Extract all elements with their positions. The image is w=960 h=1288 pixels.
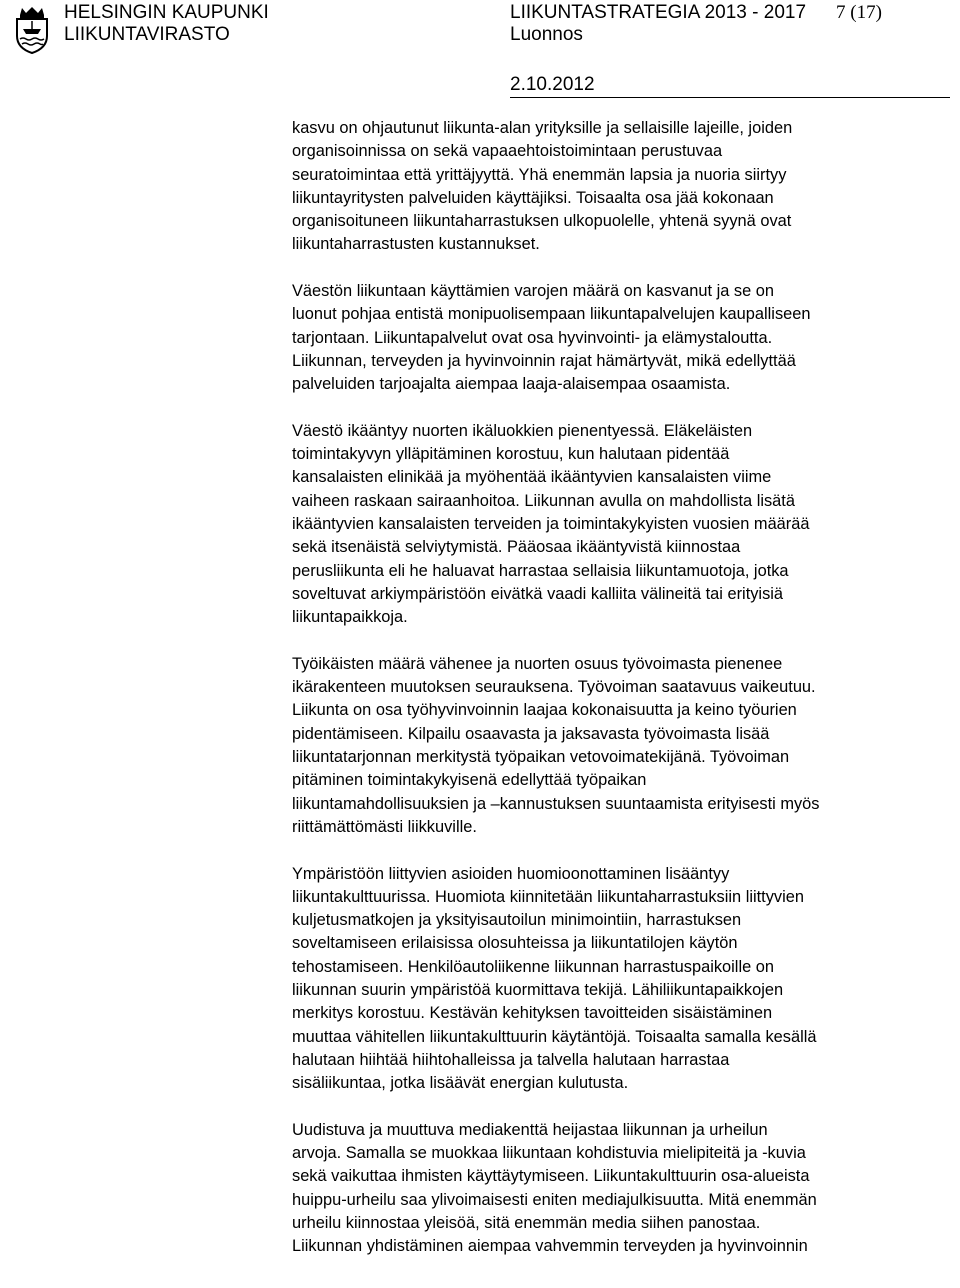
document-status: Luonnos [510, 24, 583, 45]
paragraph [292, 420, 960, 630]
text-line: sekä vaikuttaa ihmisten käyttäytymiseen. Liikuntakulttuurin osa-alueista [292, 1167, 810, 1186]
text-line: arvoja. Samalla se muokkaa liikuntaan kohdistuvia mielipiteitä ja -kuvia [292, 1144, 806, 1163]
text-line: liikuntapaikkoja. [292, 608, 408, 627]
text-line: palveluiden tarjoajalta aiempaa laaja-alaisempaa osaamista. [292, 375, 731, 394]
document-body [292, 117, 960, 1282]
text-line: halutaan hiihtää hiihtohalleissa ja talvella halutaan harrastaa [292, 1050, 730, 1069]
page-number: 7 (17) [836, 2, 882, 23]
text-line: Liikunnan yhdistäminen aiempaa vahvemmin terveyden ja hyvinvoinnin [292, 1237, 808, 1256]
text-line: kansalaisten elinikää ja myöhentää ikääntyvien kansalaisten viime [292, 468, 772, 487]
organization-name: HELSINGIN KAUPUNKI [64, 2, 269, 23]
paragraph [292, 280, 960, 396]
department-name: LIIKUNTAVIRASTO [64, 24, 230, 45]
paragraph [292, 117, 960, 257]
text-line: Väestön liikuntaan käyttämien varojen määrä on kasvanut ja se on [292, 282, 774, 301]
page-header [0, 0, 960, 100]
text-line: huippu-urheilu saa ylivoimaisesti eniten mediajulkisuutta. Mitä enemmän [292, 1190, 817, 1209]
header-divider [510, 97, 950, 98]
text-line: liikuntakulttuurissa. Huomiota kiinnitetään liikuntaharrastuksiin liittyvien [292, 887, 804, 906]
text-line: liikuntatarjonnan merkitystä työpaikan vetovoimatekijänä. Työvoiman [292, 748, 790, 767]
text-line: pidentämiseen. Kilpailu osaavasta ja jaksavasta työvoimasta lisää [292, 724, 770, 743]
text-line: soveltamiseen erilaisissa olosuhteissa ja liikuntatilojen käytön [292, 934, 738, 953]
paragraph [292, 653, 960, 839]
text-line: organisoituneen liikuntaharrastuksen ulkopuolelle, yhtenä syynä ovat [292, 212, 792, 231]
text-line: Väestö ikääntyy nuorten ikäluokkien pienentyessä. Eläkeläisten [292, 421, 753, 440]
text-line: pitäminen toimintakykyisenä edellyttää työpaikan [292, 771, 647, 790]
text-line: tehostamiseen. Henkilöautoliikenne liikunnan harrastuspaikoille on [292, 957, 774, 976]
paragraph [292, 863, 960, 1096]
text-line: toimintakyvyn ylläpitäminen korostuu, kun halutaan pidentää [292, 445, 730, 464]
text-line: liikunnan suurin ympäristöä kuormittava tekijä. Lähiliikuntapaikkojen [292, 980, 784, 999]
text-line: ikääntyvien kansalaisten terveiden ja toimintakykyisten vuosien määrää [292, 515, 810, 534]
text-line: sisäliikuntaa, jotka lisäävät energian kulutusta. [292, 1074, 629, 1093]
text-line: soveltuvat arkiympäristöön eivätkä vaadi kalliita välineitä tai erityisiä [292, 584, 784, 603]
text-line: tarjontaan. Liikuntapalvelut ovat osa hyvinvointi- ja elämystaloutta. [292, 328, 773, 347]
text-line: Työikäisten määrä vähenee ja nuorten osuus työvoimasta pienenee [292, 654, 783, 673]
text-line: vaiheen raskaan sairaanhoitoa. Liikunnan avulla on mahdollista lisätä [292, 491, 795, 510]
text-line: organisoinnissa on sekä vapaaehtoistoimintaan perustuvaa [292, 142, 723, 161]
text-line: ikärakenteen muutoksen seurauksena. Työvoiman saatavuus vaikeutuu. [292, 678, 816, 697]
text-line: Ympäristöön liittyvien asioiden huomioonottaminen lisääntyy [292, 864, 730, 883]
text-line: Uudistuva ja muuttuva mediakenttä heijastaa liikunnan ja urheilun [292, 1120, 768, 1139]
text-line: perusliikunta eli he haluavat harrastaa sellaisia liikuntamuotoja, jotka [292, 561, 789, 580]
text-line: muuttaa vähitellen liikuntakulttuurin käytäntöjä. Toisaalta samalla kesällä [292, 1027, 817, 1046]
text-line: riittämättömästi liikkuville. [292, 817, 477, 836]
text-line: liikuntamahdollisuuksien ja –kannustuksen suuntaamista erityisesti myös [292, 794, 820, 813]
document-date: 2.10.2012 [510, 74, 595, 95]
helsinki-coat-of-arms-icon [12, 6, 52, 54]
text-line: Liikunnan, terveyden ja hyvinvoinnin rajat hämärtyvät, mikä edellyttää [292, 351, 796, 370]
text-line: kasvu on ohjautunut liikunta-alan yrityksille ja sellaisille lajeille, joiden [292, 119, 793, 137]
text-line: kuljetusmatkojen ja yksityisautoilun minimointiin, harrastuksen [292, 911, 742, 930]
text-line: urheilu kiinnostaa yleisöä, sitä enemmän media siihen panostaa. [292, 1213, 761, 1232]
text-line: sekä itsenäistä selviytymistä. Pääosaa ikääntyvistä kiinnostaa [292, 538, 741, 557]
text-line: seuratoimintaa että yrittäjyyttä. Yhä enemmän lapsia ja nuoria siirtyy [292, 165, 787, 184]
text-line: liikuntaharrastusten kustannukset. [292, 235, 540, 254]
text-line: merkitys korostuu. Kestävän kehityksen tavoitteiden sisäistäminen [292, 1004, 773, 1023]
text-line: luonut pohjaa entistä monipuolisempaan liikuntapalvelujen kaupalliseen [292, 305, 811, 324]
text-line: liikuntayritysten palveluiden käyttäjiksi. Toisaalta osa jää kokonaan [292, 188, 774, 207]
paragraph [292, 1119, 960, 1259]
document-title: LIIKUNTASTRATEGIA 2013 - 2017 [510, 2, 807, 23]
text-line: Liikunta on osa työhyvinvoinnin laajaa kokonaisuutta ja keino työurien [292, 701, 797, 720]
